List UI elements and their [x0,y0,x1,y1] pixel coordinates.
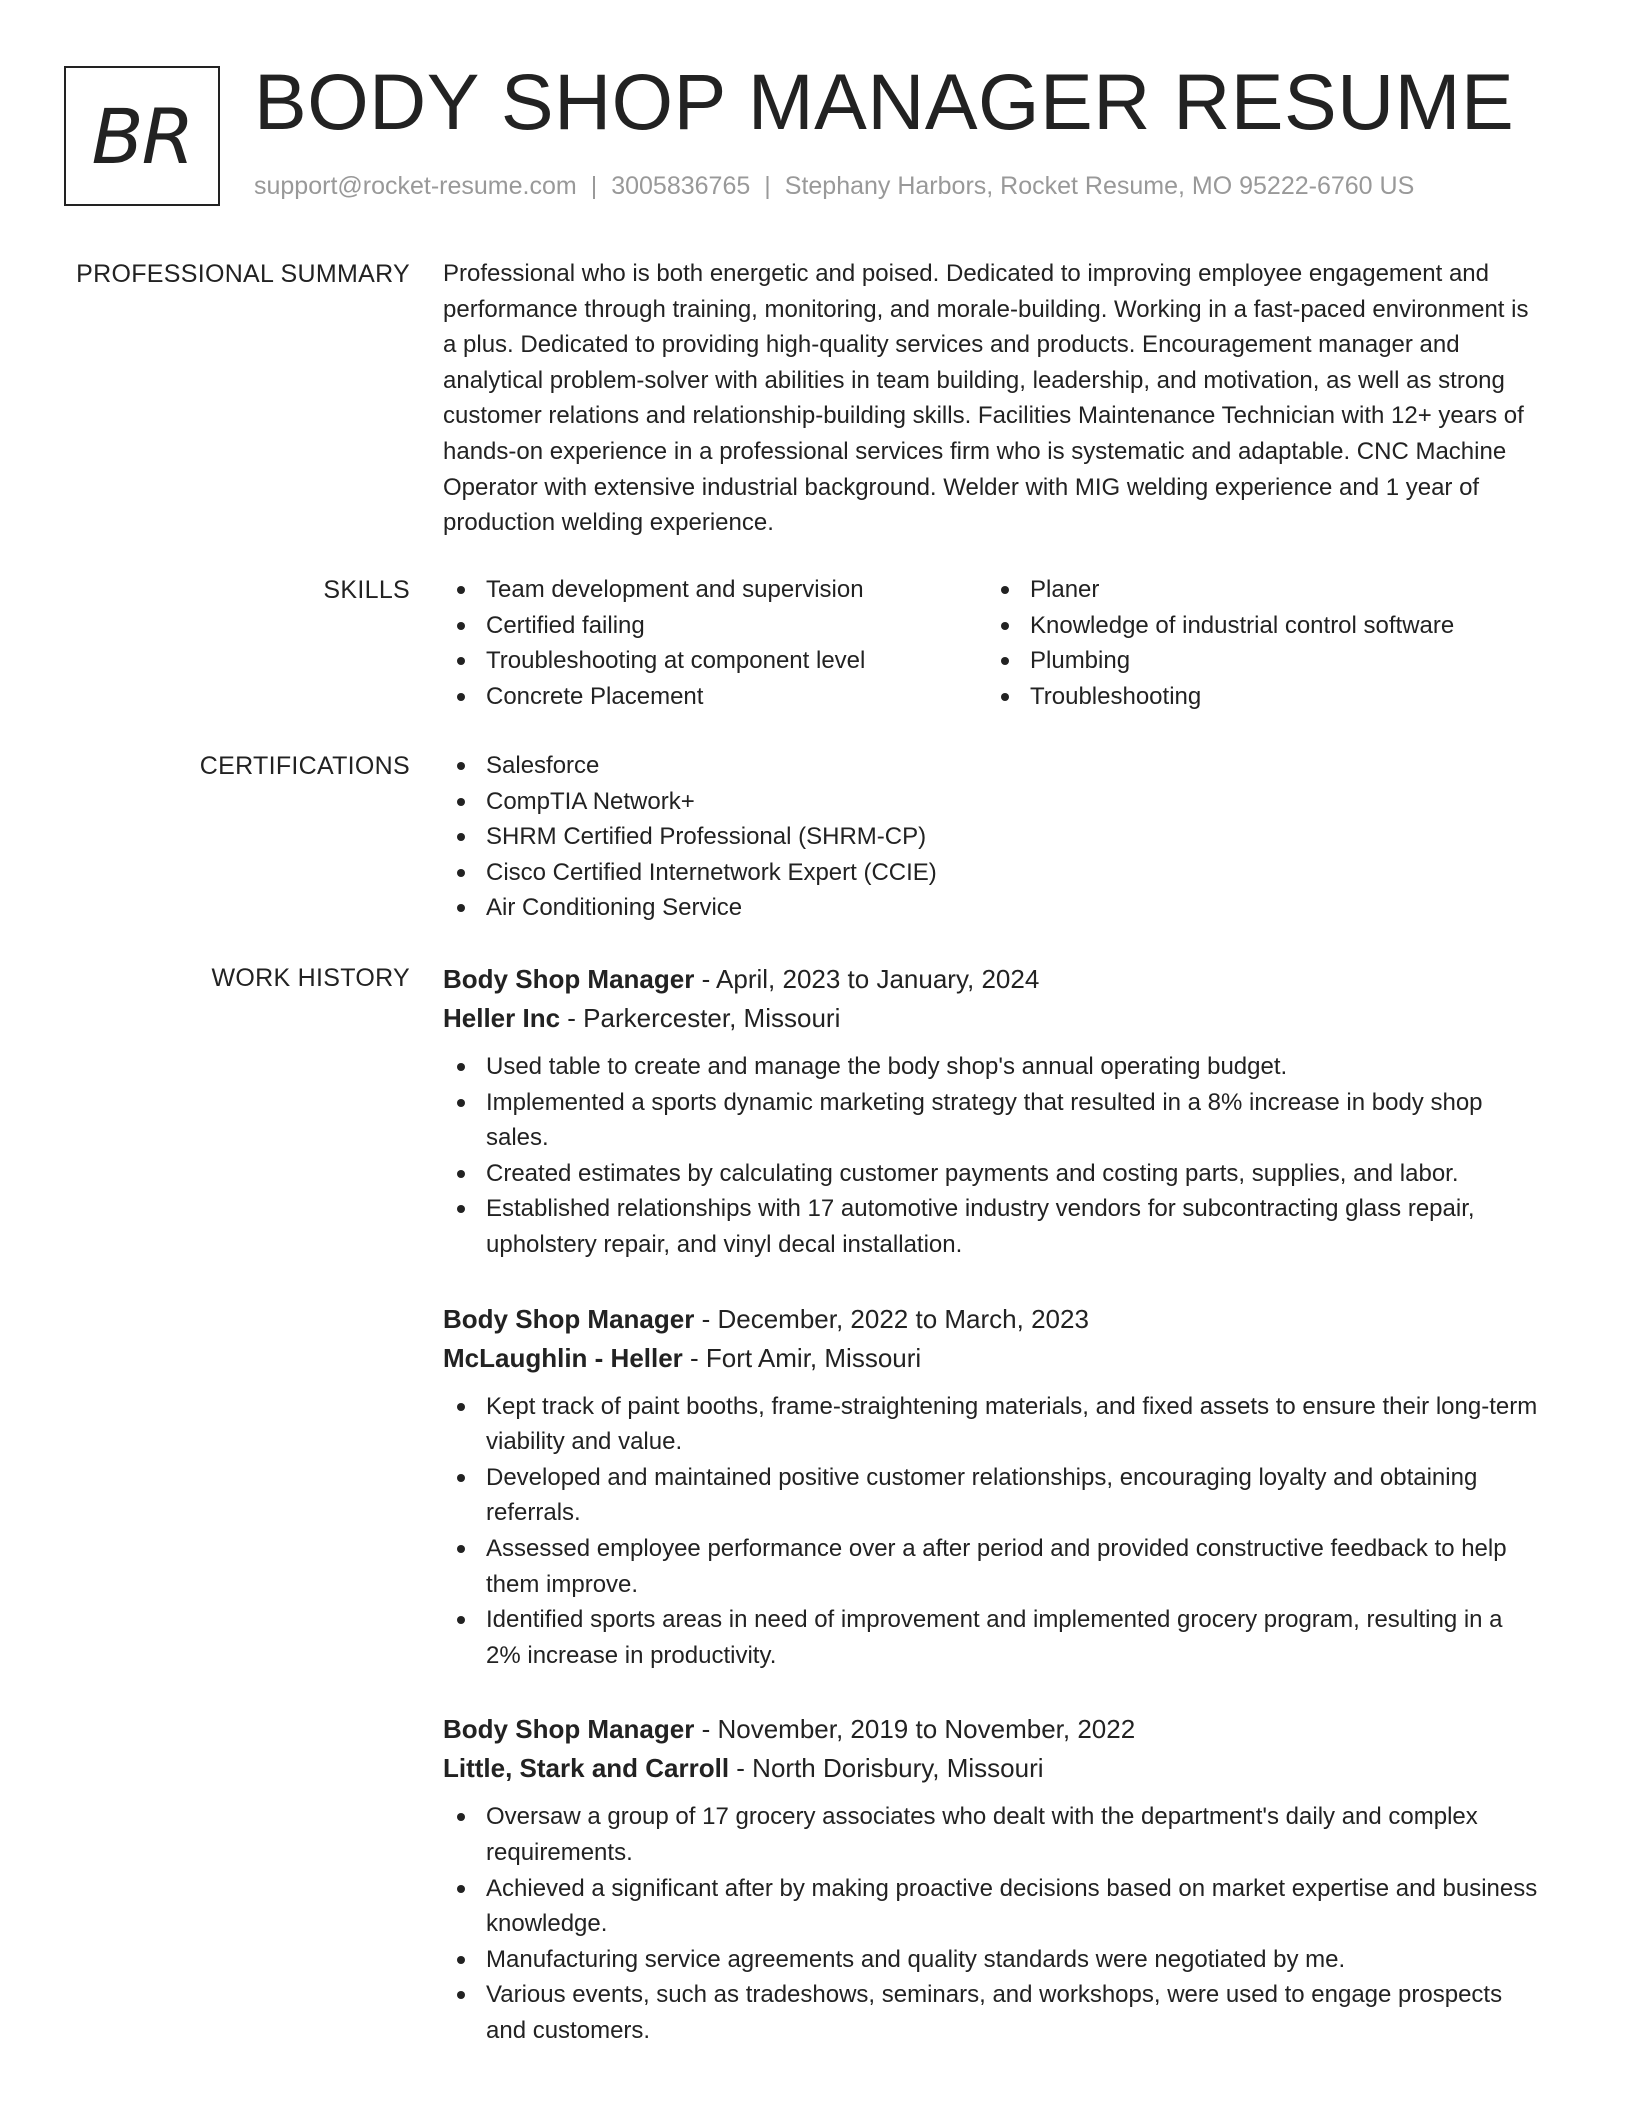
job-dates: - November, 2019 to November, 2022 [694,1714,1136,1745]
contact-phone: 3005836765 [611,172,751,200]
job-location: - North Dorisbury, Missouri [729,1753,1044,1784]
job-location: - Fort Amir, Missouri [682,1342,922,1373]
skill-item: Plumbing [987,643,1531,679]
job-bullet: Assessed employee performance over a after period and provided constructive feedback to help them improve. [443,1531,1543,1602]
job-bullet: Used table to create and manage the body shop's annual operating budget. [443,1049,1543,1085]
skill-item: Concrete Placement [443,679,987,715]
job-entry [443,1300,1543,1674]
contact-line [254,172,1414,201]
contact-separator: | [590,172,598,200]
job-title: Body Shop Manager [443,1303,695,1334]
job-bullet: Achieved a significant after by making proactive decisions based on market expertise and business knowledge. [443,1871,1543,1942]
section-label-skills: SKILLS [323,576,410,604]
certification-item: Cisco Certified Internetwork Expert (CCIE) [443,855,1543,891]
contact-separator: | [764,172,771,200]
job-bullet: Oversaw a group of 17 grocery associates who dealt with the department's daily and complex requirements. [443,1799,1543,1870]
work-history-body [443,960,1543,2085]
certifications-list [443,748,1543,926]
job-bullet: Developed and maintained positive customer relationships, encouraging loyalty and obtaining referrals. [443,1460,1543,1531]
summary-text: Professional who is both energetic and poised. Dedicated to improving employee engagement and performance through training, monitoring, and morale-building. Working in a fast-paced environment is a plus. Dedicated to providing high-quality services and products. Encouragement manager and analytical problem-solver with abilities in team building, leadership, and motivation, as well as strong customer relations and relationship-building skills. Facilities Maintenance Technician with 12+ years of hands-on experience in a professional services firm who is systematic and adaptable. CNC Machine Operator with extensive industrial background. Welder with MIG welding experience and 1 year of production welding experience. [443,260,1529,537]
job-dates: - April, 2023 to January, 2024 [694,964,1040,994]
job-bullets [443,1049,1543,1263]
section-label-summary: PROFESSIONAL SUMMARY [76,260,410,288]
skill-item: Troubleshooting at component level [443,643,987,679]
certification-item: Air Conditioning Service [443,890,1543,926]
skill-item: Team development and supervision [443,572,987,608]
skill-item: Planer [987,572,1531,608]
job-company-line [443,999,1543,1038]
job-title-line [443,1710,1543,1749]
job-location: - Parkercester, Missouri [560,1003,841,1033]
job-bullet: Implemented a sports dynamic marketing strategy that resulted in a 8% increase in body shop sales. [443,1085,1543,1156]
skills-list-right [987,572,1531,714]
job-company: McLaughlin - Heller [443,1342,683,1373]
job-bullet: Created estimates by calculating customer payments and costing parts, supplies, and labor. [443,1156,1543,1192]
job-bullets [443,1799,1543,2048]
job-bullet: Established relationships with 17 automotive industry vendors for subcontracting glass repair, upholstery repair, and vinyl decal installation. [443,1191,1543,1262]
skill-item: Knowledge of industrial control software [987,608,1531,644]
job-company: Little, Stark and Carroll [443,1753,730,1784]
job-bullet: Manufacturing service agreements and quality standards were negotiated by me. [443,1942,1543,1978]
job-bullet: Identified sports areas in need of improvement and implemented grocery program, resulting in a 2% increase in productivity. [443,1602,1543,1673]
certification-item: SHRM Certified Professional (SHRM-CP) [443,819,1543,855]
job-company-line [443,1339,1543,1378]
job-title-line [443,960,1543,999]
job-title: Body Shop Manager [443,1714,695,1745]
job-bullet: Kept track of paint booths, frame-straightening materials, and fixed assets to ensure their long-term viability and value. [443,1389,1543,1460]
job-dates: - December, 2022 to March, 2023 [694,1303,1089,1334]
job-entry [443,960,1543,1263]
job-bullet: Various events, such as tradeshows, seminars, and workshops, were used to engage prospects and customers. [443,1977,1543,2048]
skills-list-left [443,572,987,714]
job-entry [443,1710,1543,2048]
monogram: BR [91,91,193,181]
skill-item: Certified failing [443,608,987,644]
job-company-line [443,1749,1543,1788]
section-label-certifications: CERTIFICATIONS [199,752,410,780]
job-bullets [443,1389,1543,1674]
skills-body [443,572,1543,714]
monogram-box [64,66,220,206]
certification-item: CompTIA Network+ [443,784,1543,820]
job-title: Body Shop Manager [443,964,695,994]
certifications-body [443,748,1543,926]
skill-item: Troubleshooting [987,679,1531,715]
contact-address: Stephany Harbors, Rocket Resume, MO 95222-6760 US [784,172,1415,200]
job-company: Heller Inc [443,1003,561,1033]
certification-item: Salesforce [443,748,1543,784]
job-title-line [443,1300,1543,1339]
resume-title: BODY SHOP MANAGER RESUME [254,57,1515,146]
section-label-work-history: WORK HISTORY [211,964,410,992]
contact-email: support@rocket-resume.com [254,172,577,200]
summary-body [443,256,1543,541]
